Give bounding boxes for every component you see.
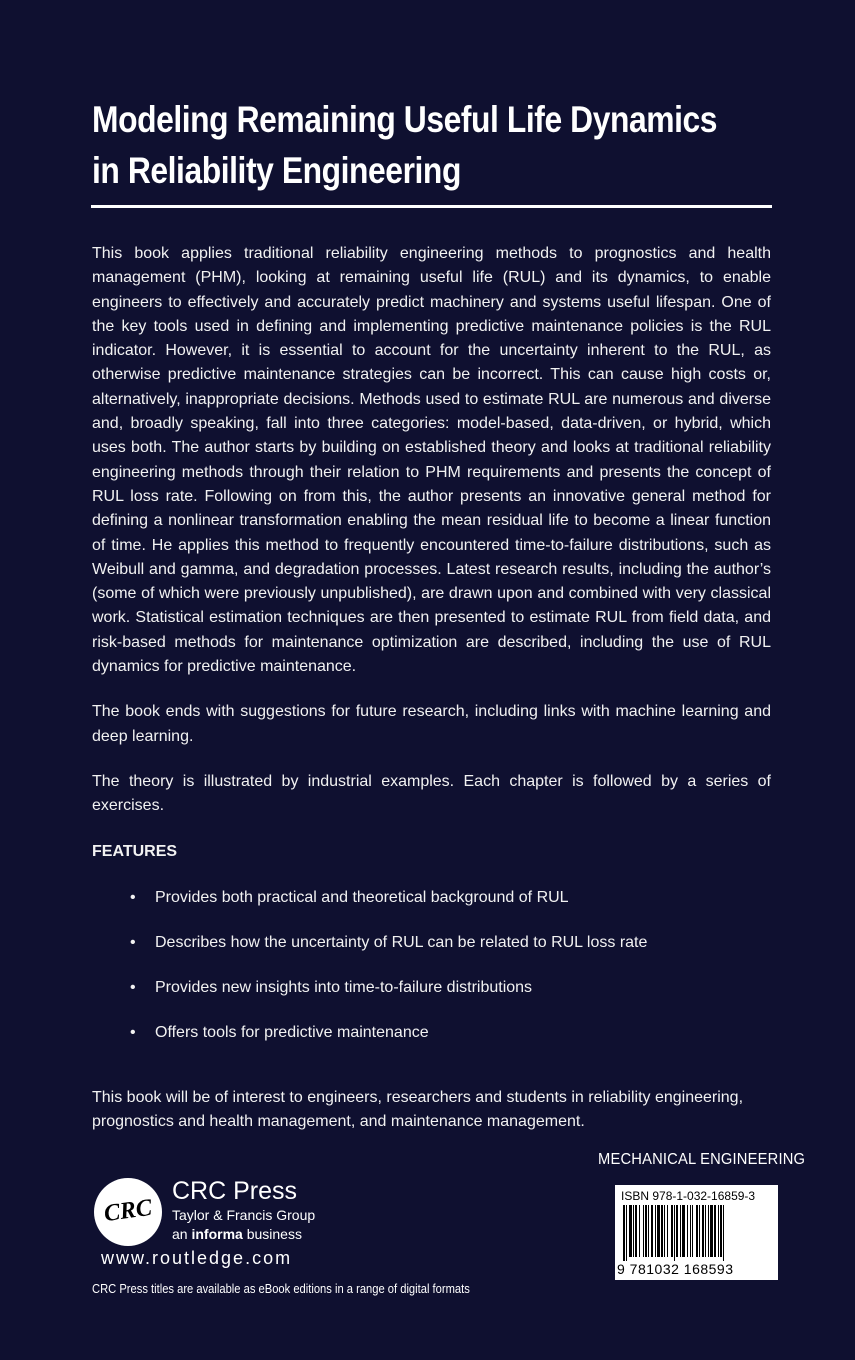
features-heading: FEATURES bbox=[92, 842, 178, 860]
list-item bbox=[92, 976, 771, 1021]
bullet-icon: • bbox=[130, 1023, 136, 1041]
informa-tagline bbox=[172, 1226, 302, 1242]
feature-text: Provides both practical and theoretical background of RUL bbox=[155, 888, 569, 906]
bullet-icon: • bbox=[130, 888, 136, 906]
tagline-suffix: business bbox=[246, 1226, 302, 1242]
feature-text: Describes how the uncertainty of RUL can be related to RUL loss rate bbox=[155, 933, 648, 951]
publisher-group: Taylor & Francis Group bbox=[172, 1207, 316, 1223]
isbn-label: ISBN 978-1-032-16859-3 bbox=[621, 1189, 756, 1203]
feature-text: Offers tools for predictive maintenance bbox=[155, 1023, 429, 1041]
blurb bbox=[92, 242, 771, 1155]
title-line-1: Modeling Remaining Useful Life Dynamics bbox=[92, 99, 718, 140]
closing-paragraph: This book will be of interest to engineers, researchers and students in reliability engineering, prognostics and health management, and maintenance management. bbox=[92, 1088, 744, 1131]
features-list bbox=[92, 886, 771, 1066]
book-title bbox=[92, 94, 718, 196]
tagline-brand: informa bbox=[191, 1226, 243, 1242]
barcode-icon bbox=[621, 1205, 772, 1261]
paragraph-1: This book applies traditional reliability engineering methods to prognostics and health management (PHM), looking at remaining useful life (RUL) and its dynamics, to enable engineers to effectively and accurately predict machinery and systems useful lifespan. One of the key tools used in defining and implementing predictive maintenance policies is the RUL indicator. However, it is essential to account for the uncertainty inherent to the RUL, as otherwise predictive maintenance strategies can be incorrect. This can cause high costs or, alternatively, inappropriate decisions. Methods used to estimate RUL are numerous and diverse and, broadly speaking, fall into three categories: model-based, data-driven, or hybrid, which uses both. The author starts by building on established theory and looks at traditional reliability engineering methods through their relation to PHM requirements and presents the concept of RUL loss rate. Following on from this, the author presents an innovative general method for defining a nonlinear transformation enabling the mean residual life to become a linear function of time. He applies this method to frequently encountered time-to-failure distributions, such as Weibull and gamma, and degradation processes. Latest research results, including the author’s (some of which were previously unpublished), are drawn upon and combined with very classical work. Statistical estimation techniques are then presented to estimate RUL from field data, and risk-based methods for maintenance optimization are described, including the use of RUL dynamics for predictive maintenance. bbox=[92, 245, 771, 676]
title-line-2: in Reliability Engineering bbox=[92, 150, 461, 191]
isbn-barcode bbox=[615, 1185, 778, 1280]
crc-logo bbox=[94, 1178, 162, 1246]
feature-text: Provides new insights into time-to-failure distributions bbox=[155, 978, 533, 996]
bullet-icon: • bbox=[130, 978, 136, 996]
subject-category: MECHANICAL ENGINEERING bbox=[598, 1151, 806, 1168]
title-divider bbox=[91, 205, 772, 208]
crc-logo-mark: CRC bbox=[102, 1194, 154, 1228]
barcode-number: 9 781032 168593 bbox=[617, 1261, 734, 1277]
publisher-name: CRC Press bbox=[172, 1177, 298, 1205]
website-link[interactable]: www.routledge.com bbox=[101, 1248, 293, 1268]
paragraph-3: The theory is illustrated by industrial examples. Each chapter is followed by a series of exercises. bbox=[92, 772, 771, 815]
list-item bbox=[92, 886, 771, 931]
list-item bbox=[92, 1021, 771, 1066]
bullet-icon: • bbox=[130, 933, 136, 951]
paragraph-2: The book ends with suggestions for future research, including links with machine learning and deep learning. bbox=[92, 703, 771, 745]
list-item bbox=[92, 931, 771, 976]
tagline-prefix: an bbox=[172, 1226, 188, 1242]
ebook-note: CRC Press titles are available as eBook editions in a range of digital formats bbox=[92, 1281, 470, 1296]
